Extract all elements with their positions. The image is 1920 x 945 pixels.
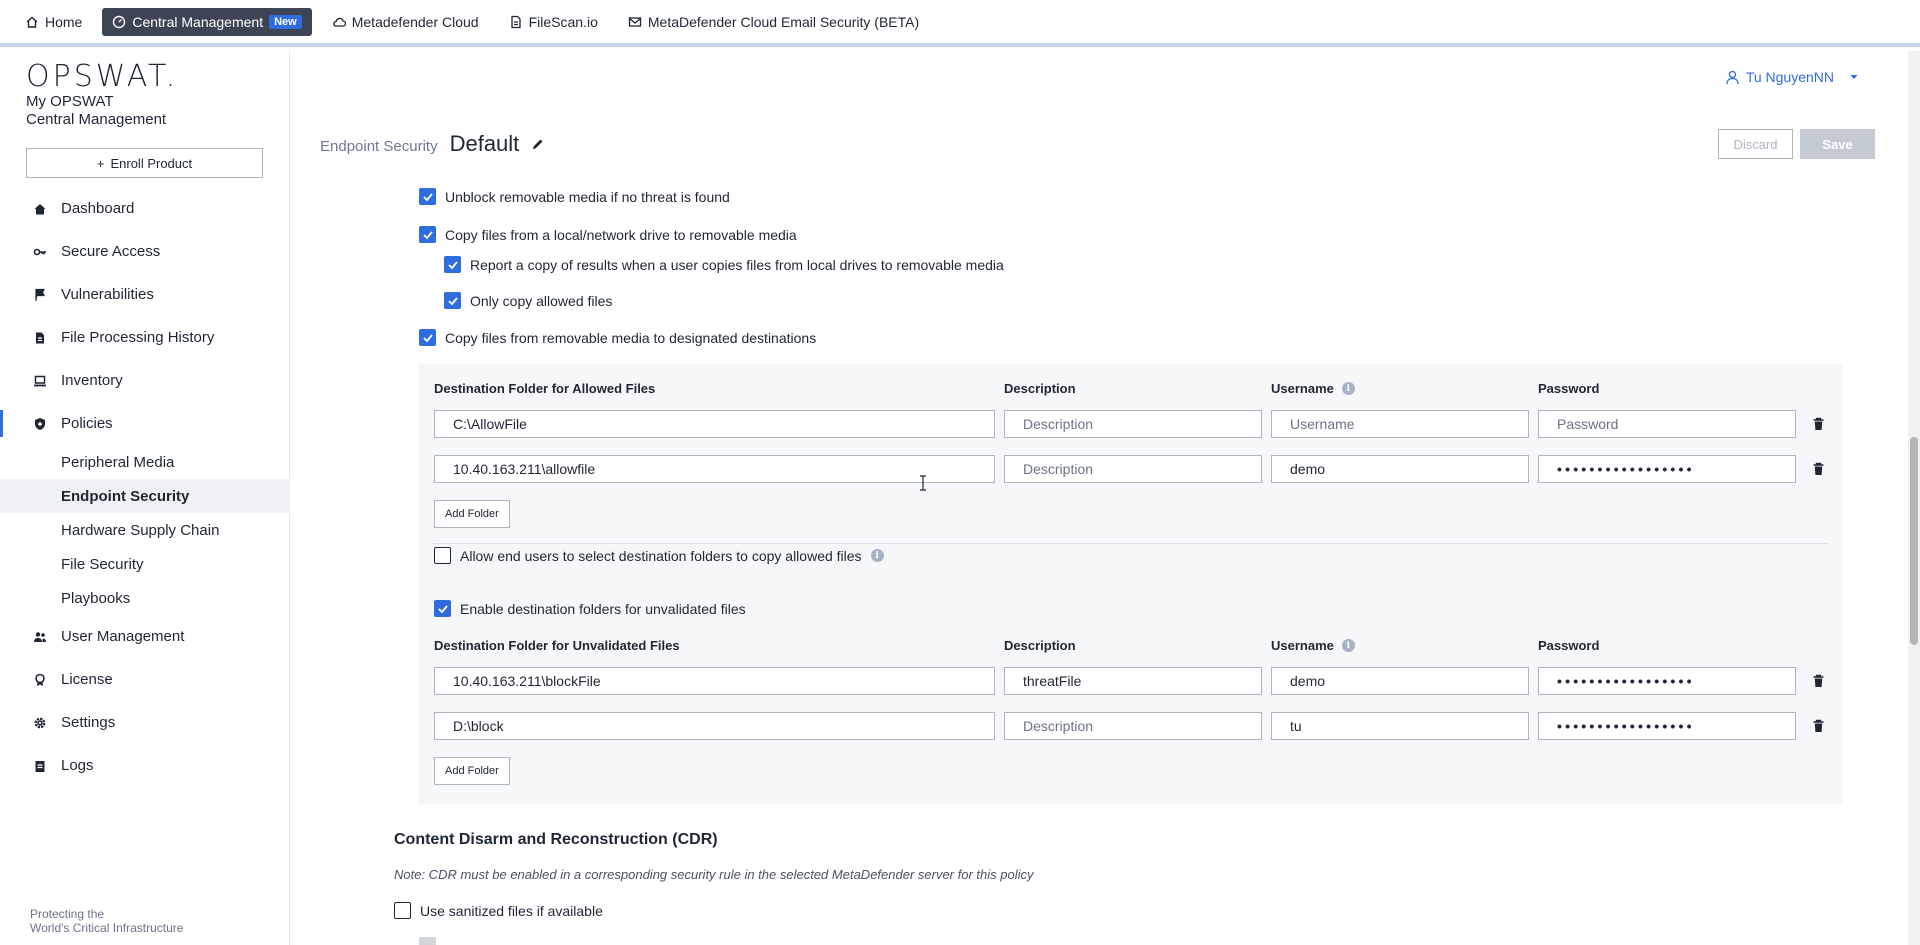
sidebar-nav bbox=[0, 187, 290, 787]
key-icon bbox=[33, 245, 47, 259]
option-use-sanitized[interactable] bbox=[394, 902, 603, 919]
laptop-icon bbox=[33, 374, 47, 388]
cloud-icon bbox=[332, 15, 346, 29]
sidebar-subitem-peripheral-media[interactable]: Peripheral Media bbox=[61, 453, 175, 471]
trash-icon[interactable] bbox=[1812, 674, 1825, 688]
tab-filescan[interactable] bbox=[499, 8, 608, 36]
column-header-password: Password bbox=[1538, 638, 1600, 653]
sidebar bbox=[0, 51, 290, 945]
discard-button[interactable]: Discard bbox=[1718, 129, 1793, 159]
info-icon[interactable]: i bbox=[1342, 639, 1355, 652]
divider bbox=[433, 543, 1828, 544]
mail-icon bbox=[628, 15, 642, 29]
app-name-line1: My OPSWAT bbox=[26, 93, 114, 110]
file-history-icon bbox=[33, 331, 47, 345]
save-button[interactable]: Save bbox=[1800, 129, 1875, 159]
enroll-product-label: Enroll Product bbox=[110, 155, 193, 171]
unvalidated-password-input[interactable]: ••••••••••••••••• bbox=[1538, 712, 1796, 740]
column-header-password: Password bbox=[1538, 381, 1600, 396]
sidebar-item-settings[interactable] bbox=[0, 701, 290, 744]
text-cursor-icon bbox=[918, 475, 928, 491]
home-icon bbox=[33, 202, 47, 216]
only-allowed-label: Only copy allowed files bbox=[470, 292, 613, 309]
scrollbar[interactable] bbox=[1908, 51, 1920, 945]
add-folder-button[interactable]: Add Folder bbox=[434, 757, 510, 785]
tab-central-management[interactable] bbox=[102, 8, 311, 36]
sidebar-item-file-processing-history[interactable] bbox=[0, 316, 290, 359]
info-icon[interactable]: i bbox=[1342, 382, 1355, 395]
user-icon bbox=[1725, 70, 1740, 85]
new-badge: New bbox=[269, 15, 302, 29]
sidebar-item-policies[interactable] bbox=[0, 402, 290, 445]
sidebar-subitem-endpoint-security[interactable]: Endpoint Security bbox=[0, 479, 290, 513]
option-allow-select[interactable] bbox=[434, 547, 884, 564]
check-icon bbox=[437, 603, 449, 615]
unvalidated-description-input[interactable]: Description bbox=[1004, 712, 1262, 740]
gear-icon bbox=[33, 716, 47, 730]
top-navigation-bar bbox=[0, 0, 1920, 47]
option-enable-unvalidated[interactable] bbox=[434, 600, 746, 617]
column-header-username bbox=[1271, 381, 1355, 396]
allowed-password-input[interactable]: ••••••••••••••••• bbox=[1538, 455, 1796, 483]
sidebar-item-user-management[interactable] bbox=[0, 615, 290, 658]
flag-icon bbox=[33, 288, 47, 302]
unvalidated-username-input[interactable]: demo bbox=[1271, 667, 1529, 695]
unvalidated-folder-input[interactable]: 10.40.163.211\blockFile bbox=[434, 667, 995, 695]
tab-filescan-label: FileScan.io bbox=[528, 13, 598, 30]
file-icon bbox=[509, 15, 523, 29]
home-icon bbox=[25, 15, 39, 29]
tab-central-management-label: Central Management bbox=[132, 13, 264, 30]
app-name-line2: Central Management bbox=[26, 111, 167, 128]
unvalidated-password-input[interactable]: ••••••••••••••••• bbox=[1538, 667, 1796, 695]
sidebar-subitem-hardware-supply-chain[interactable]: Hardware Supply Chain bbox=[61, 521, 220, 539]
plus-icon: + bbox=[96, 155, 105, 171]
trash-icon[interactable] bbox=[1812, 719, 1825, 733]
use-sanitized-checkbox[interactable] bbox=[394, 902, 411, 919]
report-copy-label: Report a copy of results when a user copies files from local drives to removable media bbox=[470, 256, 1004, 273]
option-report-copy[interactable] bbox=[444, 256, 1004, 273]
shield-icon bbox=[33, 417, 47, 431]
username-header-label: Username bbox=[1271, 638, 1334, 653]
username-header-label: Username bbox=[1271, 381, 1334, 396]
pencil-icon[interactable] bbox=[531, 137, 545, 151]
breadcrumb[interactable]: Endpoint Security bbox=[320, 138, 438, 155]
use-sanitized-label: Use sanitized files if available bbox=[420, 902, 603, 919]
column-header-dest-unvalidated: Destination Folder for Unvalidated Files bbox=[434, 638, 680, 653]
unvalidated-username-input[interactable]: tu bbox=[1271, 712, 1529, 740]
sidebar-item-label: File Processing History bbox=[61, 329, 215, 346]
sidebar-item-logs[interactable] bbox=[0, 744, 290, 787]
caret-down-icon bbox=[1848, 71, 1860, 83]
option-copy-removable[interactable] bbox=[419, 329, 816, 346]
allowed-username-input[interactable]: Username bbox=[1271, 410, 1529, 438]
policy-name: Default bbox=[449, 131, 520, 156]
check-icon bbox=[422, 191, 434, 203]
tab-metadefender-cloud[interactable] bbox=[322, 8, 489, 36]
destination-panel bbox=[418, 364, 1842, 804]
allowed-username-input[interactable]: demo bbox=[1271, 455, 1529, 483]
option-only-allowed[interactable] bbox=[444, 292, 612, 309]
tab-home[interactable] bbox=[15, 8, 92, 36]
tagline-line1: Protecting the bbox=[30, 907, 105, 921]
only-allowed-checkbox[interactable] bbox=[444, 292, 461, 309]
allowed-description-input[interactable]: Description bbox=[1004, 455, 1262, 483]
unblock-label: Unblock removable media if no threat is found bbox=[445, 188, 730, 205]
info-icon[interactable]: i bbox=[871, 549, 884, 562]
badge-icon bbox=[33, 673, 47, 687]
sidebar-item-secure-access[interactable] bbox=[0, 230, 290, 273]
add-folder-button[interactable]: Add Folder bbox=[434, 500, 510, 528]
allowed-folder-input[interactable]: C:\AllowFile bbox=[434, 410, 995, 438]
opswat-logo[interactable]: OPSWAT. bbox=[26, 59, 179, 94]
column-header-description: Description bbox=[1004, 638, 1076, 653]
tab-email-security-label: MetaDefender Cloud Email Security (BETA) bbox=[647, 13, 920, 30]
user-name: Tu NguyenNN bbox=[1745, 69, 1834, 85]
unblock-checkbox[interactable] bbox=[419, 188, 436, 205]
sidebar-item-label: Secure Access bbox=[61, 243, 161, 260]
sidebar-item-label: Logs bbox=[61, 757, 94, 774]
check-icon bbox=[422, 332, 434, 344]
sidebar-item-inventory[interactable] bbox=[0, 359, 290, 402]
user-menu[interactable] bbox=[1725, 69, 1860, 85]
allow-select-checkbox[interactable] bbox=[434, 547, 451, 564]
column-header-username bbox=[1271, 638, 1355, 653]
sidebar-item-vulnerabilities[interactable] bbox=[0, 273, 290, 316]
scrollbar-thumb[interactable] bbox=[1910, 437, 1918, 645]
allowed-description-input[interactable]: Description bbox=[1004, 410, 1262, 438]
copy-removable-checkbox[interactable] bbox=[419, 329, 436, 346]
partial-checkbox[interactable] bbox=[419, 937, 436, 945]
sidebar-item-label: Dashboard bbox=[61, 200, 135, 217]
app-name bbox=[26, 93, 166, 129]
tab-metadefender-cloud-label: Metadefender Cloud bbox=[351, 13, 479, 30]
users-icon bbox=[33, 630, 47, 644]
sidebar-item-label: Policies bbox=[61, 415, 113, 432]
allowed-password-input[interactable]: Password bbox=[1538, 410, 1796, 438]
option-unblock[interactable] bbox=[419, 188, 730, 205]
report-copy-checkbox[interactable] bbox=[444, 256, 461, 273]
cdr-note: Note: CDR must be enabled in a corresponding security rule in the selected MetaDefender server for this policy bbox=[394, 867, 1034, 882]
tagline bbox=[30, 907, 183, 935]
tagline-line2: World's Critical Infrastructure bbox=[30, 921, 184, 935]
allowed-folder-input[interactable]: 10.40.163.211\allowfile bbox=[434, 455, 995, 483]
option-copy-local[interactable] bbox=[419, 226, 797, 243]
unvalidated-folder-input[interactable]: D:\block bbox=[434, 712, 995, 740]
copy-removable-label: Copy files from removable media to designated destinations bbox=[445, 329, 817, 346]
sidebar-subitem-playbooks[interactable]: Playbooks bbox=[61, 589, 131, 607]
sidebar-item-label: Vulnerabilities bbox=[61, 286, 154, 303]
sidebar-item-license[interactable] bbox=[0, 658, 290, 701]
copy-local-checkbox[interactable] bbox=[419, 226, 436, 243]
sidebar-item-label: License bbox=[61, 671, 113, 688]
copy-local-label: Copy files from a local/network drive to removable media bbox=[445, 226, 797, 243]
sidebar-item-label: Settings bbox=[61, 714, 116, 731]
sidebar-item-dashboard[interactable] bbox=[0, 187, 290, 230]
column-header-dest-allowed: Destination Folder for Allowed Files bbox=[434, 381, 656, 396]
sidebar-subitem-file-security[interactable]: File Security bbox=[61, 555, 144, 573]
allow-select-label: Allow end users to select destination folders to copy allowed files bbox=[460, 547, 862, 564]
check-icon bbox=[422, 229, 434, 241]
tab-email-security[interactable] bbox=[618, 8, 929, 36]
trash-icon[interactable] bbox=[1812, 462, 1825, 476]
cdr-section-title: Content Disarm and Reconstruction (CDR) bbox=[394, 831, 718, 848]
sidebar-item-label: User Management bbox=[61, 628, 185, 645]
main-content bbox=[291, 51, 1908, 945]
column-header-description: Description bbox=[1004, 381, 1076, 396]
enable-unvalidated-checkbox[interactable] bbox=[434, 600, 451, 617]
check-icon bbox=[447, 295, 459, 307]
unvalidated-description-input[interactable]: threatFile bbox=[1004, 667, 1262, 695]
check-icon bbox=[447, 259, 459, 271]
enroll-product-button[interactable] bbox=[26, 148, 263, 178]
enable-unvalidated-label: Enable destination folders for unvalidated files bbox=[460, 600, 746, 617]
tab-home-label: Home bbox=[45, 13, 83, 30]
page-title bbox=[320, 131, 545, 157]
dashboard-icon bbox=[112, 15, 126, 29]
clipboard-icon bbox=[33, 759, 47, 773]
sidebar-item-label: Inventory bbox=[61, 372, 123, 389]
trash-icon[interactable] bbox=[1812, 417, 1825, 431]
